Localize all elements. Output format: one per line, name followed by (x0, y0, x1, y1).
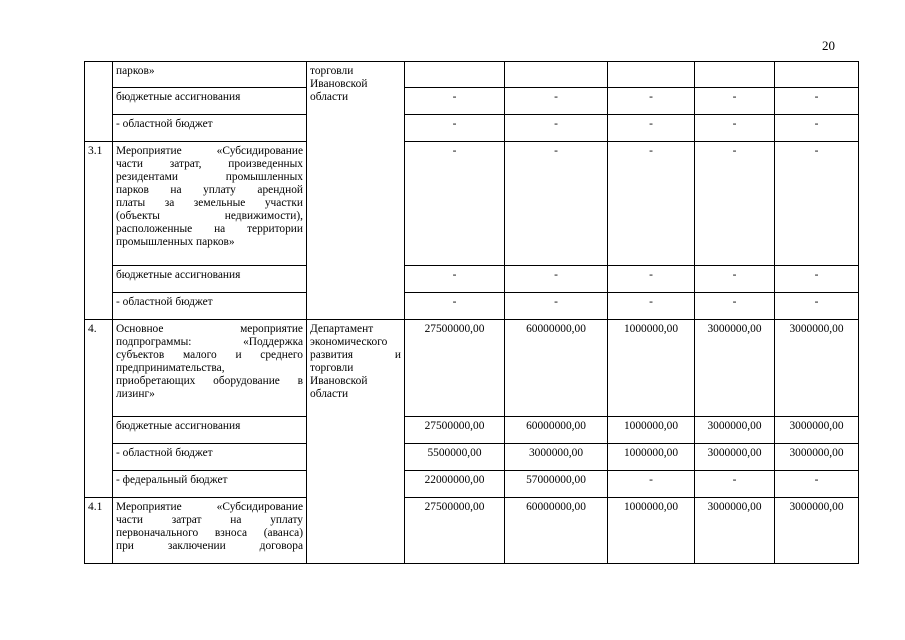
table-row (85, 142, 859, 266)
row-number: 4. (88, 323, 97, 335)
table-row (85, 471, 859, 498)
value-cell: 60000000,00 (505, 498, 608, 564)
value-cell: 57000000,00 (505, 471, 608, 498)
label-line: части затрат, произведенных (116, 158, 303, 170)
value-cell: - (775, 115, 859, 142)
executor-line: торговли (310, 362, 354, 374)
value-cell: - (608, 293, 695, 320)
executor-line: торговли (310, 65, 354, 77)
value-cell: 22000000,00 (405, 471, 505, 498)
table-row (85, 266, 859, 293)
table-row (85, 444, 859, 471)
value-cell: - (505, 88, 608, 115)
label-line: первоначального взноса (аванса) (116, 527, 303, 539)
value-cell: - (405, 142, 505, 266)
value-cell: 27500000,00 (405, 417, 505, 444)
value-cell: - (695, 293, 775, 320)
value-cell: 60000000,00 (505, 320, 608, 417)
label-line: резидентами промышленных (116, 171, 303, 183)
value-cell (695, 62, 775, 88)
label-line: субъектов малого и среднего (116, 349, 303, 361)
value-cell: 3000000,00 (775, 417, 859, 444)
value-cell: - (405, 115, 505, 142)
executor-cell (307, 62, 405, 320)
label-line: приобретающих оборудование в (116, 375, 303, 387)
label-line: расположенные на территории (116, 223, 303, 235)
value-cell: - (608, 142, 695, 266)
executor-line: области (310, 91, 349, 103)
table-row (85, 115, 859, 142)
label-line: парков на уплату арендной (116, 184, 303, 196)
value-cell: 5500000,00 (405, 444, 505, 471)
value-cell: - (775, 471, 859, 498)
label-line: предпринимательства, (116, 362, 225, 374)
value-cell: - (405, 266, 505, 293)
label-line: Мероприятие «Субсидирование (116, 145, 303, 157)
row-number-cell (85, 62, 113, 142)
value-cell: - (505, 142, 608, 266)
table-row (85, 62, 859, 88)
label-line: подпрограммы: «Поддержка (116, 336, 303, 348)
value-cell: 3000000,00 (695, 320, 775, 417)
value-cell (405, 62, 505, 88)
row-label: парков» (113, 62, 307, 88)
value-cell: 3000000,00 (695, 417, 775, 444)
executor-line: Департамент (310, 323, 374, 335)
value-cell: - (505, 266, 608, 293)
value-cell: - (775, 293, 859, 320)
value-cell: - (775, 88, 859, 115)
label-line: части затрат на уплату (116, 514, 303, 526)
value-cell: 1000000,00 (608, 320, 695, 417)
row-label: бюджетные ассигнования (113, 88, 307, 115)
value-cell: - (695, 471, 775, 498)
value-cell: 1000000,00 (608, 444, 695, 471)
executor-cell (307, 320, 405, 564)
value-cell: - (608, 266, 695, 293)
row-label: - областной бюджет (113, 293, 307, 320)
row-number: 3.1 (88, 145, 103, 157)
value-cell: - (608, 115, 695, 142)
row-label: - областной бюджет (113, 115, 307, 142)
row-label: - областной бюджет (113, 444, 307, 471)
value-cell: 3000000,00 (695, 498, 775, 564)
value-cell: - (695, 115, 775, 142)
value-cell (505, 62, 608, 88)
value-cell: 3000000,00 (775, 320, 859, 417)
row-number-cell (85, 320, 113, 498)
row-label: бюджетные ассигнования (113, 417, 307, 444)
executor-line: экономического (310, 336, 388, 348)
value-cell: 3000000,00 (505, 444, 608, 471)
table-row (85, 88, 859, 115)
value-cell: - (775, 142, 859, 266)
label-line: (объекты недвижимости), (116, 210, 303, 222)
budget-table (84, 61, 859, 564)
page-number: 20 (822, 38, 835, 53)
value-cell: 27500000,00 (405, 498, 505, 564)
table-row (85, 293, 859, 320)
value-cell: - (775, 266, 859, 293)
executor-line: области (310, 388, 349, 400)
value-cell: - (695, 142, 775, 266)
value-cell (775, 62, 859, 88)
value-cell: 3000000,00 (775, 444, 859, 471)
value-cell: - (405, 88, 505, 115)
value-cell: 3000000,00 (695, 444, 775, 471)
value-cell: 1000000,00 (608, 498, 695, 564)
row-label (113, 142, 307, 266)
value-cell: 60000000,00 (505, 417, 608, 444)
row-label: бюджетные ассигнования (113, 266, 307, 293)
value-cell: 3000000,00 (775, 498, 859, 564)
table-row (85, 417, 859, 444)
value-cell: 27500000,00 (405, 320, 505, 417)
value-cell: 1000000,00 (608, 417, 695, 444)
executor-line: развития и (310, 349, 401, 361)
value-cell: - (608, 471, 695, 498)
label-line: Мероприятие «Субсидирование (116, 501, 303, 513)
value-cell: - (505, 293, 608, 320)
value-cell (608, 62, 695, 88)
row-number-cell (85, 142, 113, 320)
table-row (85, 498, 859, 564)
value-cell: - (608, 88, 695, 115)
row-label: - федеральный бюджет (113, 471, 307, 498)
label-line: Основное мероприятие (116, 323, 303, 335)
label-line: при заключении договора (116, 540, 303, 552)
value-cell: - (505, 115, 608, 142)
label-line: промышленных парков» (116, 236, 235, 248)
value-cell: - (695, 88, 775, 115)
executor-line: Ивановской (310, 78, 368, 90)
row-label (113, 320, 307, 417)
table-row (85, 320, 859, 417)
row-label (113, 498, 307, 564)
value-cell: - (405, 293, 505, 320)
row-number: 4.1 (88, 501, 103, 513)
executor-line: Ивановской (310, 375, 368, 387)
label-line: лизинг» (116, 388, 155, 400)
value-cell: - (695, 266, 775, 293)
label-line: платы за земельные участки (116, 197, 303, 209)
row-number-cell (85, 498, 113, 564)
